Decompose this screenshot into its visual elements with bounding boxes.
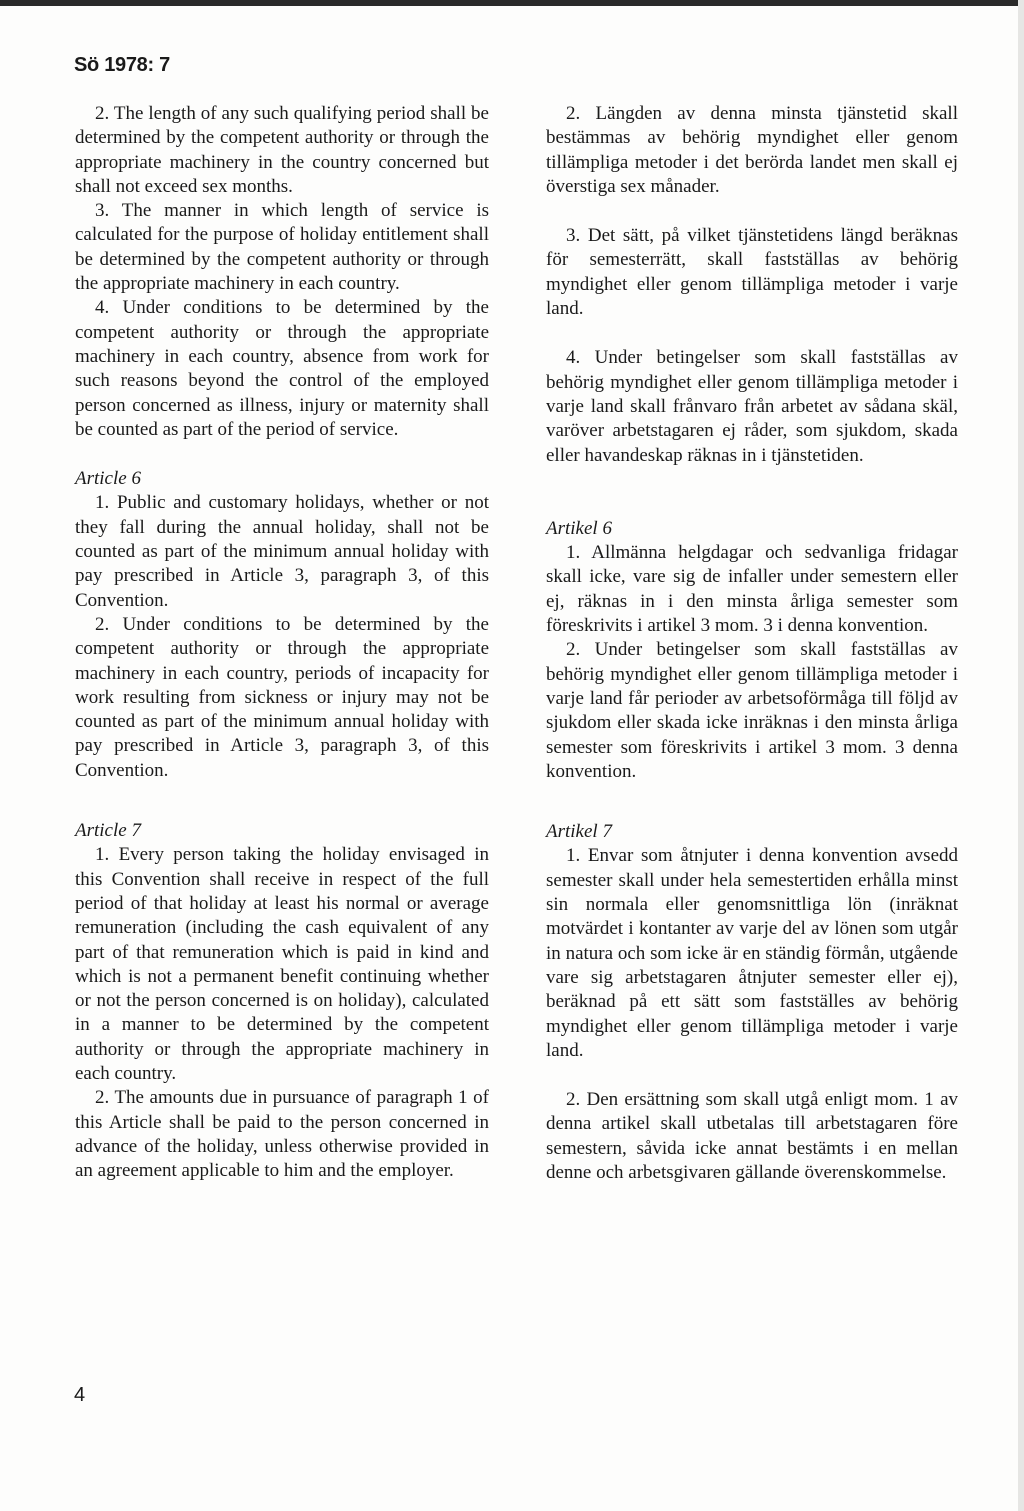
en-article7-heading: Article 7 [75, 820, 141, 842]
swedish-column [546, 102, 958, 1185]
en-article5-paragraph3: 3. The manner in which length of service is calculated for the purpose of holiday entitlement shall be determined by the competent authority or through the appropriate machinery in each country. [75, 200, 489, 295]
page-number: 4 [74, 1384, 86, 1406]
sv-article5-paragraph2: 2. Längden av denna minsta tjänstetid skall bestämmas av behörig myndighet eller genom tillämpliga metoder i det berörda landet men skall ej överstiga sex månader. [546, 103, 958, 197]
sv-article7-heading: Artikel 7 [546, 821, 612, 843]
english-column [75, 102, 489, 1183]
en-article6-paragraph1: 1. Public and customary holidays, whether or not they fall during the annual holiday, shall not be counted as part of the minimum annual holiday with pay prescribed in Article 3, paragraph 3, of this Convention. [75, 492, 489, 611]
en-article6-paragraph2: 2. Under conditions to be determined by the competent authority or through the appropriate machinery in each country, periods of incapacity for work resulting from sickness or injury may not be counted as part of the minimum annual holiday with pay prescribed in Article 3, paragraph 3, of this Convention. [75, 613, 489, 781]
en-article6-heading: Article 6 [75, 468, 141, 490]
en-article5-paragraph4: 4. Under conditions to be determined by the competent authority or through the appropriate machinery in each country, absence from work for such reasons beyond the control of the employed person concerned as illness, injury or maternity shall be counted as part of the period of service. [75, 297, 489, 440]
page-top-edge [0, 0, 1024, 6]
document-reference: Sö 1978: 7 [74, 54, 170, 76]
sv-article5-paragraph4: 4. Under betingelser som skall fastställas av behörig myndighet eller genom tillämpliga metoder i varje land skall frånvaro från arbetet av sådana skäl, varöver arbetstagaren ej råder, som sjukdom, skada eller havandeskap räknas in i tjänstetiden. [546, 347, 958, 466]
en-article7-paragraph1: 1. Every person taking the holiday envisaged in this Convention shall receive in respect of the full period of that holiday at least his normal or average remuneration (including the cash equivalent of any part of that remuneration which is paid in kind and which is not a permanent benefit continuing whether or not the person concerned is on holiday), calculated in a manner to be determined by the competent authority or through the appropriate machinery in each country. [75, 844, 489, 1084]
page-right-edge [1018, 0, 1024, 1511]
en-article7-paragraph2: 2. The amounts due in pursuance of paragraph 1 of this Article shall be paid to the person concerned in advance of the holiday, unless otherwise provided in an agreement applicable to him and the employer. [75, 1087, 489, 1182]
sv-article7-paragraph2: 2. Den ersättning som skall utgå enligt mom. 1 av denna artikel skall utbetalas till arbetstagaren före semestern, såvida icke annat bestämts i en mellan denne och arbetsgivaren gällande överenskommelse. [546, 1089, 958, 1183]
sv-article5-paragraph3: 3. Det sätt, på vilket tjänstetidens längd beräknas för semesterrätt, skall fastställas av behörig myndighet eller genom tillämpliga metoder i varje land. [546, 225, 958, 320]
en-article5-paragraph2: 2. The length of any such qualifying period shall be determined by the competent authority or through the appropriate machinery in the country concerned but shall not exceed sex months. [75, 103, 489, 197]
sv-article7-paragraph1: 1. Envar som åtnjuter i denna konvention avsedd semester skall under hela semestertiden erhålla minst sin normala eller genomsnittliga lön (inräknat motvärdet i kontanter av varje del av lönen som utgår in natura och som icke är en ständig förmån, utgående vare sig arbetstagaren åtnjuter semester eller ej), beräknad på ett sätt som fastställes av behörig myndighet eller genom tillämpliga metoder i varje land. [546, 845, 958, 1061]
sv-article6-heading: Artikel 6 [546, 517, 612, 539]
sv-article6-paragraph1: 1. Allmänna helgdagar och sedvanliga fridagar skall icke, vare sig de infaller under semestern eller ej, räknas in i den minsta årliga semester som föreskrivits i artikel 3 mom. 3 i denna konvention. [546, 542, 958, 637]
sv-article6-paragraph2: 2. Under betingelser som skall fastställas av behörig myndighet eller genom tillämpliga metoder i varje land får perioder av arbetsoförmåga till följd av sjukdom eller skada icke inräknas i den minsta årliga semester som föreskrivits i artikel 3 mom. 3 denna konvention. [546, 639, 958, 782]
